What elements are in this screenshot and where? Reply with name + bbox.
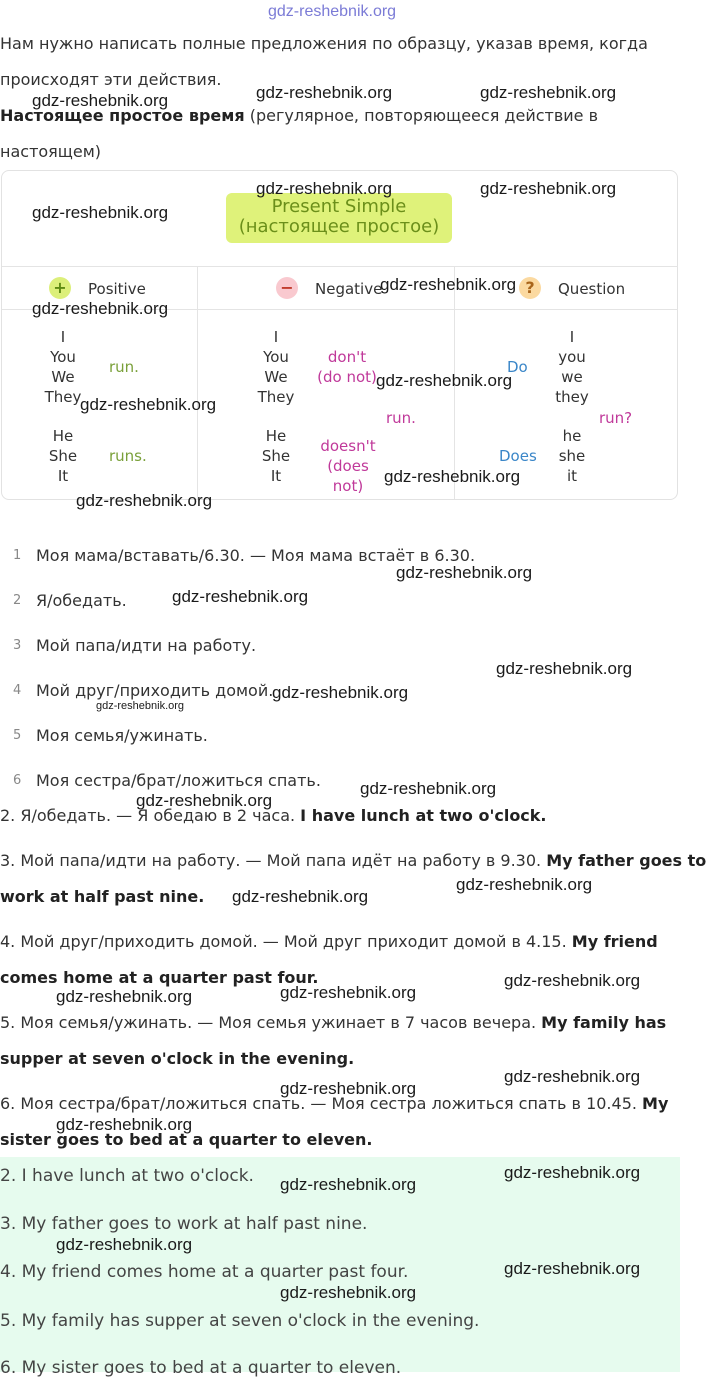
pronoun: They	[44, 388, 82, 406]
watermark: gdz-reshebnik.org	[268, 3, 397, 20]
solution-2	[0, 806, 547, 825]
pronoun: She	[261, 447, 291, 465]
pronoun: I	[569, 328, 575, 346]
pronoun: I	[60, 328, 66, 346]
negative-pronouns-plural	[256, 327, 296, 407]
watermark: gdz-reshebnik.org	[396, 563, 533, 582]
pronoun: We	[51, 368, 75, 386]
section-title-bold: Настоящее простое время	[0, 106, 245, 125]
pronoun: They	[257, 388, 295, 406]
watermark: gdz-reshebnik.org	[504, 1163, 641, 1182]
pronoun: we	[561, 368, 583, 386]
answer-line: 5. My family has supper at seven o'clock in the evening.	[0, 1311, 480, 1331]
watermark: gdz-reshebnik.org	[384, 467, 521, 486]
solution-text: 3. Мой папа/идти на работу. — Мой папа идёт на работу в 9.30.	[0, 851, 547, 870]
watermark: gdz-reshebnik.org	[456, 875, 593, 894]
watermark: gdz-reshebnik.org	[280, 1283, 417, 1302]
question-pronouns-plural	[552, 327, 592, 407]
exercise-item: Мой папа/идти на работу.	[36, 636, 257, 655]
positive-pronouns-singular	[43, 426, 83, 486]
intro-line-1: Нам нужно написать полные предложения по образцу, указав время, когда	[0, 34, 648, 53]
aux-word: don't	[327, 348, 367, 366]
watermark: gdz-reshebnik.org	[232, 887, 369, 906]
negative-verb-run: run.	[386, 409, 416, 427]
solution-3	[0, 851, 706, 870]
solution-4-cont: comes home at a quarter past four.	[0, 968, 319, 987]
pronoun: I	[273, 328, 279, 346]
aux-word: doesn't	[320, 437, 376, 455]
question-pronouns-singular	[552, 426, 592, 486]
pronoun: She	[48, 447, 78, 465]
intro-line-2: происходят эти действия.	[0, 70, 222, 89]
watermark: gdz-reshebnik.org	[480, 83, 617, 102]
badge-subtitle: (настоящее простое)	[238, 216, 440, 237]
watermark: gdz-reshebnik.org	[80, 395, 217, 414]
answer-line: 3. My father goes to work at half past nine.	[0, 1214, 368, 1234]
watermark: gdz-reshebnik.org	[136, 791, 273, 810]
pronoun: It	[57, 467, 69, 485]
solution-answer: My	[642, 1094, 669, 1113]
pronoun: You	[50, 348, 76, 366]
plus-icon: +	[49, 277, 71, 299]
watermark: gdz-reshebnik.org	[360, 779, 497, 798]
solution-3-cont: work at half past nine.	[0, 887, 205, 906]
watermark: gdz-reshebnik.org	[504, 1259, 641, 1278]
question-verb-run: run?	[599, 409, 633, 427]
watermark: gdz-reshebnik.org	[256, 83, 393, 102]
positive-verb-run: run.	[109, 358, 139, 376]
exercise-item: Моя сестра/брат/ложиться спать.	[36, 771, 321, 790]
watermark: gdz-reshebnik.org	[76, 491, 213, 510]
aux-full: (do not)	[317, 368, 377, 386]
exercise-item: Я/обедать.	[36, 591, 127, 610]
watermark: gdz-reshebnik.org	[280, 983, 417, 1002]
pronoun: you	[558, 348, 586, 366]
solution-6-cont: sister goes to bed at a quarter to eleven.	[0, 1130, 373, 1149]
pronoun: it	[566, 467, 578, 485]
watermark: gdz-reshebnik.org	[504, 971, 641, 990]
watermark: gdz-reshebnik.org	[496, 659, 633, 678]
watermark: gdz-reshebnik.org	[32, 91, 169, 110]
solution-4	[0, 932, 658, 951]
solution-text: 6. Моя сестра/брат/ложиться спать. — Моя сестра ложиться спать в 10.45.	[0, 1094, 643, 1113]
watermark: gdz-reshebnik.org	[96, 700, 185, 712]
watermark: gdz-reshebnik.org	[280, 1079, 417, 1098]
watermark: gdz-reshebnik.org	[376, 371, 513, 390]
pronoun: they	[555, 388, 589, 406]
watermark: gdz-reshebnik.org	[272, 683, 409, 702]
exercise-number: 4	[13, 683, 22, 698]
pronoun: It	[270, 467, 282, 485]
positive-verb-runs: runs.	[109, 447, 147, 465]
positive-header: Positive	[88, 280, 146, 298]
watermark: gdz-reshebnik.org	[280, 1175, 417, 1194]
question-aux-does: Does	[499, 447, 537, 465]
section-title-line-2: настоящем)	[0, 142, 102, 161]
exercise-item: Мой друг/приходить домой.	[36, 681, 274, 700]
exercise-item: Моя семья/ужинать.	[36, 726, 208, 745]
pronoun: He	[265, 427, 287, 445]
watermark: gdz-reshebnik.org	[56, 1115, 193, 1134]
answer-line: 6. My sister goes to bed at a quarter to eleven.	[0, 1358, 402, 1378]
watermark: gdz-reshebnik.org	[56, 1235, 193, 1254]
solution-5	[0, 1013, 666, 1032]
exercise-number: 6	[13, 773, 22, 788]
badge-title: Present Simple	[271, 196, 407, 217]
watermark: gdz-reshebnik.org	[504, 1067, 641, 1086]
answer-line: 2. I have lunch at two o'clock.	[0, 1166, 254, 1186]
watermark: gdz-reshebnik.org	[56, 987, 193, 1006]
solution-answer: My family has	[541, 1013, 667, 1032]
pronoun: he	[562, 427, 582, 445]
present-simple-badge	[226, 193, 452, 243]
watermark: gdz-reshebnik.org	[172, 587, 309, 606]
solution-text: 5. Моя семья/ужинать. — Моя семья ужинает в 7 часов вечера.	[0, 1013, 542, 1032]
negative-aux-doesnt	[310, 436, 386, 496]
watermark: gdz-reshebnik.org	[480, 179, 617, 198]
exercise-number: 5	[13, 728, 22, 743]
pronoun: she	[558, 447, 586, 465]
exercise-number: 2	[13, 593, 22, 608]
watermark: gdz-reshebnik.org	[380, 275, 517, 294]
negative-pronouns-singular	[256, 426, 296, 486]
solution-answer: I have lunch at two o'clock.	[300, 806, 547, 825]
solution-5-cont: supper at seven o'clock in the evening.	[0, 1049, 355, 1068]
exercise-item: Моя мама/вставать/6.30. — Моя мама встаёт в 6.30.	[36, 546, 476, 565]
watermark: gdz-reshebnik.org	[32, 203, 169, 222]
table-divider	[2, 266, 678, 267]
pronoun: We	[264, 368, 288, 386]
exercise-number: 1	[13, 548, 22, 563]
solution-answer: My father goes to	[546, 851, 706, 870]
question-aux-do: Do	[507, 358, 528, 376]
positive-pronouns-plural	[43, 327, 83, 407]
question-icon: ?	[519, 277, 541, 299]
negative-aux-dont	[316, 347, 378, 387]
pronoun: He	[52, 427, 74, 445]
pronoun: You	[263, 348, 289, 366]
watermark: gdz-reshebnik.org	[256, 179, 393, 198]
watermark: gdz-reshebnik.org	[32, 299, 169, 318]
solution-answer: My friend	[571, 932, 658, 951]
table-column-divider	[197, 266, 198, 499]
section-title-rest: (регулярное, повторяющееся действие в	[244, 106, 599, 125]
question-header: Question	[558, 280, 626, 298]
negative-header: Negative	[315, 280, 383, 298]
aux-full: (does not)	[327, 457, 369, 495]
exercise-number: 3	[13, 638, 22, 653]
solution-text: 2. Я/обедать. — Я обедаю в 2 часа.	[0, 806, 301, 825]
solution-text: 4. Мой друг/приходить домой. — Мой друг приходит домой в 4.15.	[0, 932, 572, 951]
minus-icon: −	[276, 277, 298, 299]
answer-line: 4. My friend comes home at a quarter past four.	[0, 1262, 409, 1282]
